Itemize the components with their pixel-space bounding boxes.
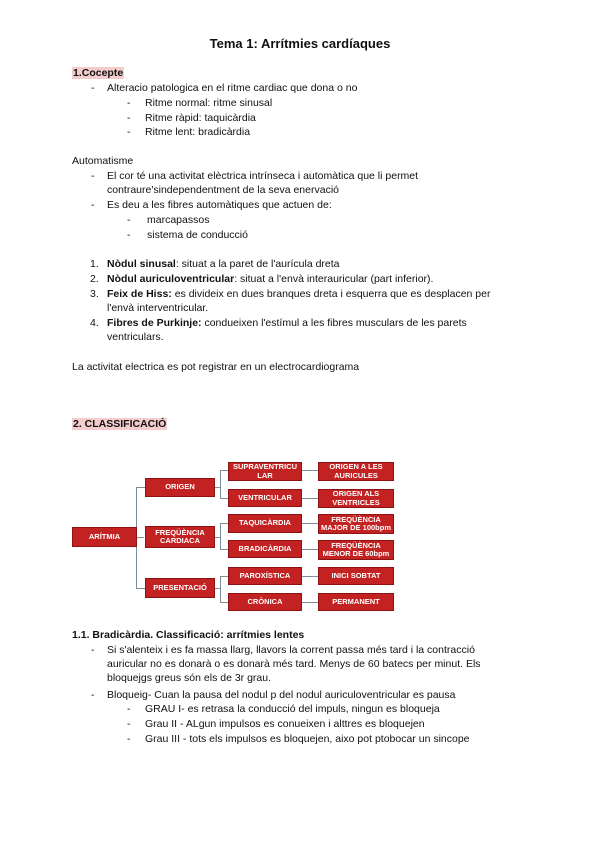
bullet-text: Alteracio patologica en el ritme cardiac que dona o no (107, 82, 358, 94)
diagram-node-freq-menor: FREQÜÈNCIA MENOR DE 60bpm (318, 540, 394, 560)
connector-line (220, 470, 228, 471)
bullet-dash: - (91, 689, 95, 701)
numbered-item (107, 257, 340, 271)
list-number: 4. (90, 317, 99, 329)
classification-diagram (70, 460, 400, 615)
connector-line (220, 602, 228, 603)
connector-line (220, 498, 228, 499)
ecg-note: La activitat electrica es pot registrar en un electrocardiograma (72, 361, 360, 373)
connector-line (220, 523, 228, 524)
connector-line (220, 549, 228, 550)
bullet-dash: - (91, 82, 95, 94)
sub-bullet-text: Ritme ràpid: taquicàrdia (145, 112, 256, 124)
sub-bullet-dash: - (127, 229, 131, 241)
list-number: 3. (90, 288, 99, 300)
diagram-node-supraventricular: SUPRAVENTRICU LAR (228, 462, 302, 481)
bullet-text-cont: contraure'sindependentment de la seva enervació (107, 184, 339, 196)
connector-line (302, 602, 318, 603)
connector-line (136, 588, 145, 589)
sub-bullet-text: marcapassos (147, 214, 210, 226)
page-title: Tema 1: Arrítmies cardíaques (209, 36, 391, 51)
sub-bullet-dash: - (127, 703, 131, 715)
connector-line (220, 523, 221, 549)
numbered-item-term: Feix de Hiss: (107, 288, 172, 300)
diagram-node-presentacio: PRESENTACIÓ (145, 578, 215, 598)
bullet-dash: - (91, 170, 95, 182)
diagram-node-freq-major: FREQÜÈNCIA MAJOR DE 100bpm (318, 514, 394, 534)
sub-bullet-dash: - (127, 214, 131, 226)
numbered-item-cont: ventriculars. (107, 331, 164, 343)
diagram-node-bradicardia: BRADICÀRDIA (228, 540, 302, 558)
bullet-text: Es deu a les fibres automàtiques que actuen de: (107, 199, 332, 211)
numbered-item-cont: l'envà interventricular. (107, 302, 209, 314)
section-heading-classificacio: 2. CLASSIFICACIÓ (73, 418, 167, 430)
connector-line (302, 549, 318, 550)
sub-bullet-text: GRAU I- es retrasa la conducció del impuls, ningun es bloqueja (145, 703, 440, 715)
numbered-item (107, 316, 467, 330)
list-number: 2. (90, 273, 99, 285)
diagram-node-inici-sobtat: INICI SOBTAT (318, 567, 394, 585)
bullet-dash: - (91, 199, 95, 211)
numbered-item (107, 272, 433, 286)
numbered-item-desc: es divideix en dues branques dreta i esquerra que es desplacen per (171, 288, 491, 300)
sub-bullet-dash: - (127, 97, 131, 109)
connector-line (302, 470, 318, 471)
subsection-heading-bradicardia: 1.1. Bradicàrdia. Classificació: arrítmies lentes (72, 629, 305, 641)
connector-line (302, 576, 318, 577)
diagram-node-frequencia: FREQÜÈNCIA CARDIACA (145, 526, 215, 548)
list-number: 1. (90, 258, 99, 270)
connector-line (215, 588, 220, 589)
diagram-node-origen: ORIGEN (145, 478, 215, 497)
diagram-node-paroxistica: PAROXÍSTICA (228, 567, 302, 585)
diagram-node-permanent: PERMANENT (318, 593, 394, 611)
numbered-item-term: Fibres de Purkinje: (107, 317, 202, 329)
automatisme-label: Automatisme (72, 155, 134, 167)
sub-bullet-dash: - (127, 126, 131, 138)
diagram-node-cronica: CRÒNICA (228, 593, 302, 611)
bullet-text: Si s'alenteix i es fa massa llarg, llavors la corrent passa més tard i la contracció (107, 644, 475, 656)
sub-bullet-text: Ritme normal: ritme sinusal (145, 97, 273, 109)
diagram-node-origen-ventricles: ORIGEN ALS VENTRICLES (318, 489, 394, 508)
connector-line (220, 576, 221, 602)
bullet-dash: - (91, 644, 95, 656)
section-heading-concepte: 1.Cocepte (73, 67, 124, 79)
sub-bullet-dash: - (127, 718, 131, 730)
bullet-text: El cor té una activitat elèctrica intrínseca i automàtica que li permet (107, 170, 419, 182)
diagram-node-taquicardia: TAQUICÀRDIA (228, 514, 302, 533)
connector-line (220, 470, 221, 498)
connector-line (215, 487, 220, 488)
sub-bullet-text: Grau II - ALgun impulsos es conueixen i alttres es bloquejen (145, 718, 425, 730)
sub-bullet-dash: - (127, 112, 131, 124)
diagram-node-ventricular: VENTRICULAR (228, 489, 302, 507)
numbered-item-desc: : situat a la paret de l'aurícula dreta (175, 258, 340, 270)
connector-line (302, 523, 318, 524)
numbered-item-desc: condueixen l'estímul a les fibres musculars de les parets (201, 317, 467, 329)
connector-line (302, 498, 318, 499)
connector-line (136, 487, 145, 488)
connector-line (220, 576, 228, 577)
numbered-item-desc: : situat a l'envà interauricular (part inferior). (234, 273, 434, 285)
diagram-node-origen-auricules: ORIGEN A LES AURICULES (318, 462, 394, 481)
sub-bullet-text: Ritme lent: bradicàrdia (145, 126, 251, 138)
connector-line (137, 537, 144, 538)
numbered-item-term: Nòdul auriculoventricular (107, 273, 235, 285)
numbered-item (107, 287, 491, 301)
sub-bullet-dash: - (127, 733, 131, 745)
bullet-text: Bloqueig- Cuan la pausa del nodul p del nodul auriculoventricular es pausa (107, 689, 456, 701)
sub-bullet-text: Grau III - tots els impulsos es bloquejen, aixo pot ptobocar un sincope (145, 733, 470, 745)
bullet-text-cont: bloquejgs greus són els de 3r grau. (107, 672, 272, 684)
numbered-item-term: Nòdul sinusal (107, 258, 176, 270)
connector-line (215, 537, 220, 538)
bullet-text-cont: auricular no es donarà o es donarà més tard. Menys de 60 batecs per minut. Els (107, 658, 481, 670)
sub-bullet-text: sistema de conducció (147, 229, 248, 241)
diagram-node-arritmia: ARÍTMIA (72, 527, 137, 547)
